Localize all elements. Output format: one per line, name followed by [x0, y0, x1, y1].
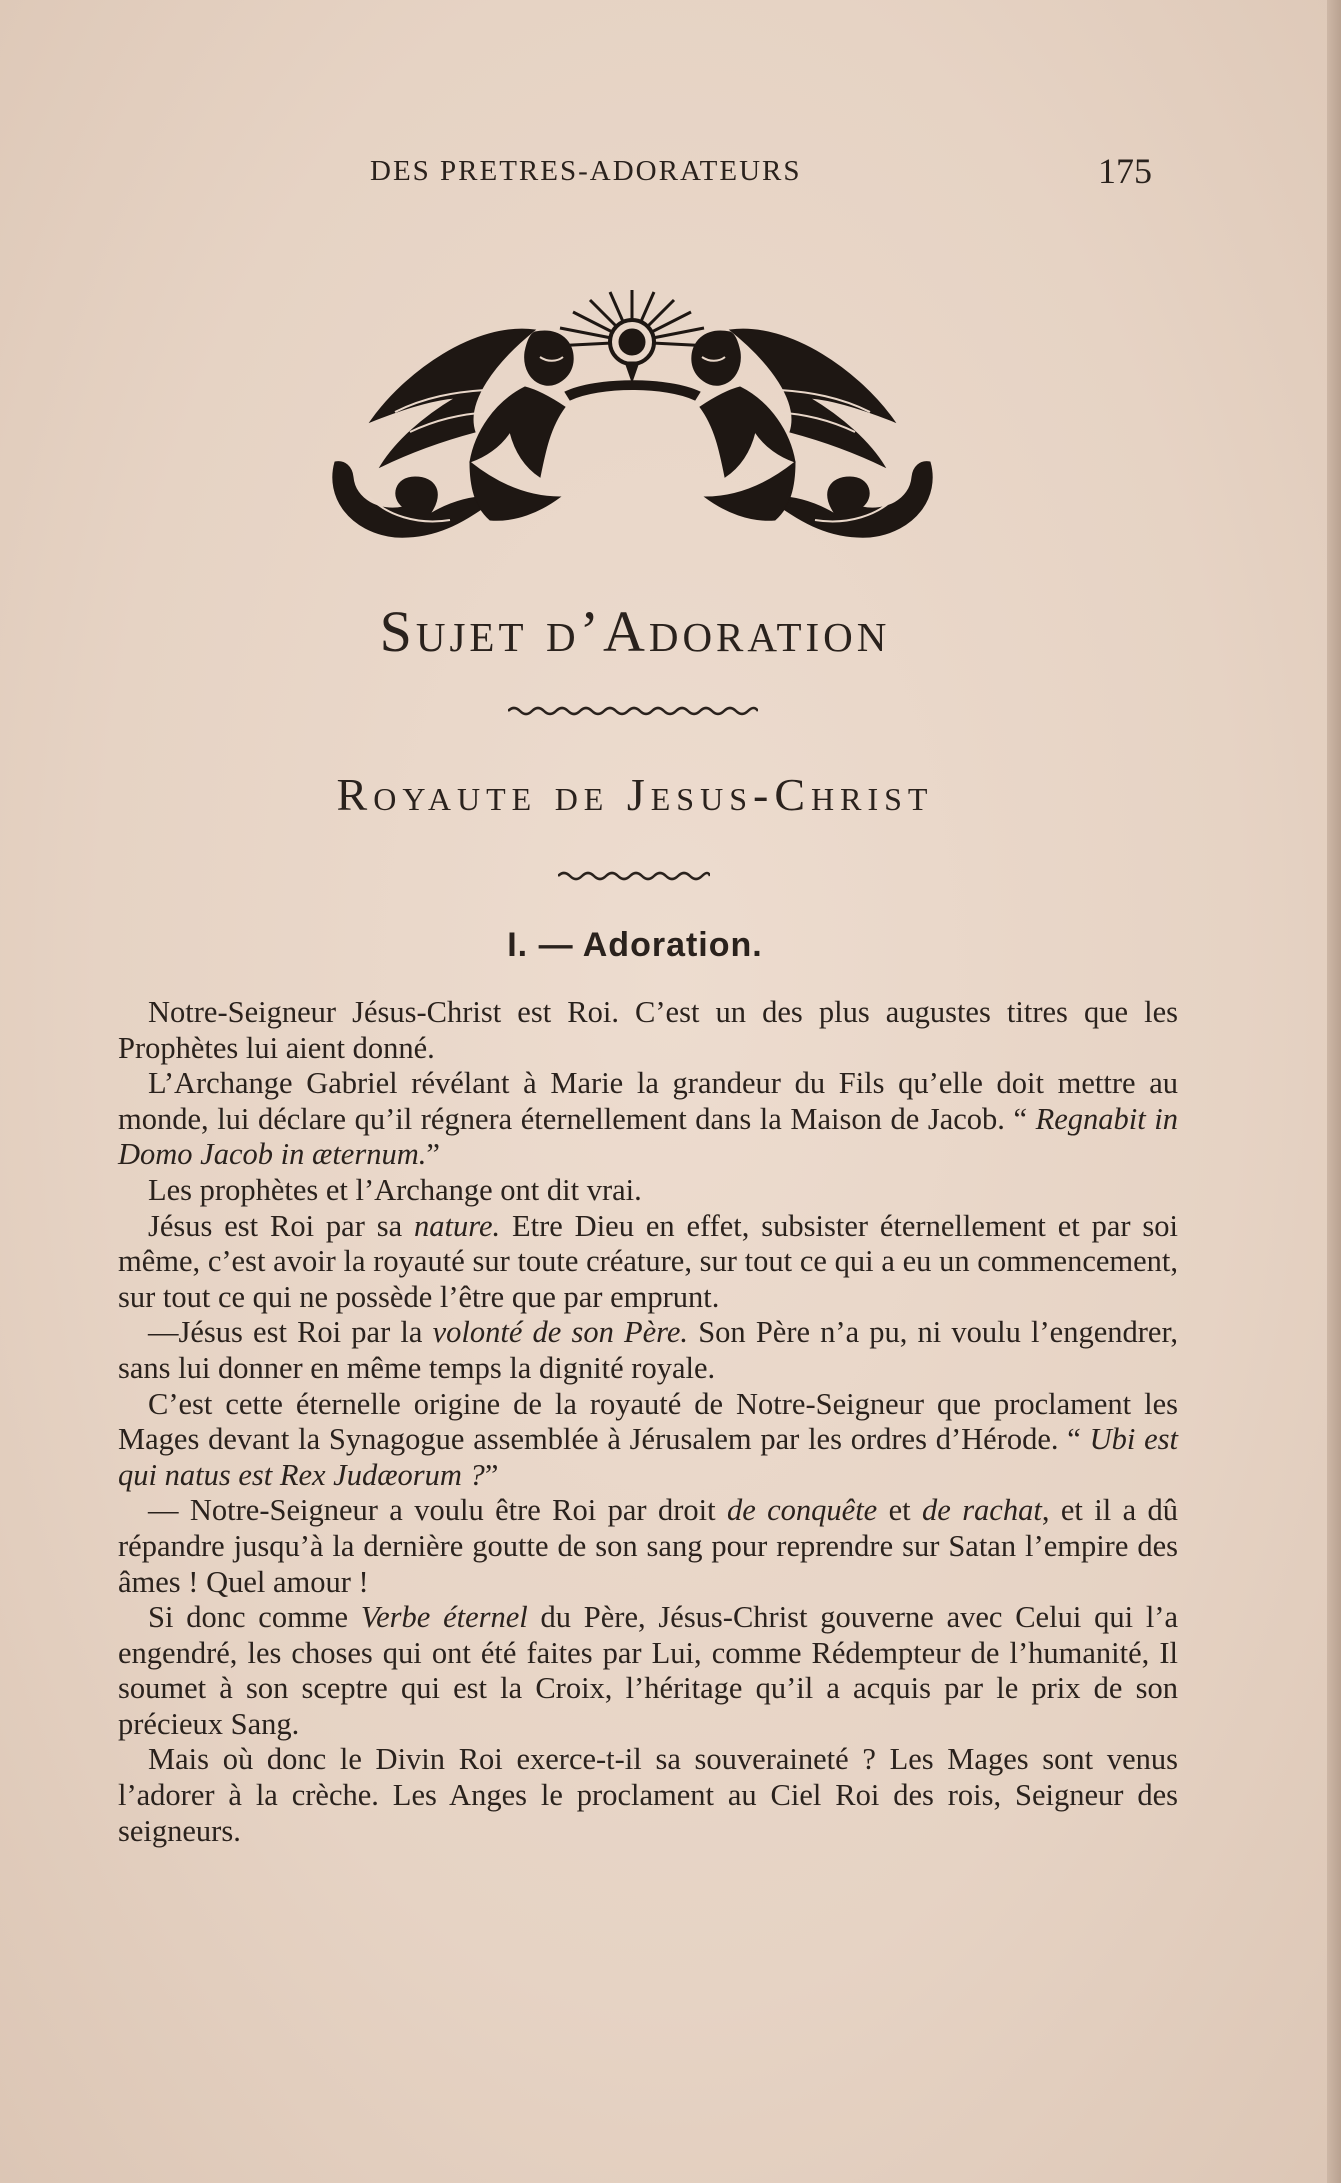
subject-title: Royaute de Jesus-Christ	[336, 769, 934, 820]
text-run: Mais où donc le Divin Roi exerce-t-il sa souveraineté ? Les Mages sont venus l’adorer à la crèche. Les Anges le proclament au Ciel Roi des rois, Seigneur des seigneurs.	[118, 1742, 1178, 1848]
body-paragraph	[118, 1742, 1178, 1849]
text-run: Son Père n’a pu, ni voulu l’engendrer, sans lui donner en même temps la dignité royale.	[118, 1315, 1179, 1385]
running-head: DES PRETRES-ADORATEURS	[370, 155, 802, 187]
italic-phrase: Ubi est qui natus est Rex Judæorum ?	[118, 1422, 1178, 1492]
section-title: Sujet d’Adoration	[379, 599, 891, 664]
text-run: ”	[484, 1457, 499, 1492]
text-run: Etre Dieu en effet, subsister éternellement et par soi même, c’est avoir la royauté sur toute créature, sur tout ce qui a eu un commencement, sur tout ce qui ne possède l’être que par emprunt.	[118, 1208, 1178, 1314]
italic-phrase: de rachat	[922, 1493, 1042, 1528]
text-run: — Notre-Seigneur a voulu être Roi par droit	[148, 1493, 727, 1528]
text-run: C’est cette éternelle origine de la royauté de Notre-Seigneur que proclament les Mages devant la Synagogue assemblée à Jérusalem par les ordres d’Hérode. “	[118, 1386, 1178, 1457]
text-run: L’Archange Gabriel révélant à Marie la grandeur du Fils qu’elle doit mettre au monde, lui déclare qu’il régnera éternellement dans la Maison de Jacob. “	[118, 1066, 1178, 1136]
page-number: 175	[1098, 151, 1152, 191]
body-paragraph	[118, 1173, 1178, 1209]
body-paragraph	[118, 1600, 1178, 1742]
italic-phrase: de conquête	[726, 1493, 878, 1528]
body-paragraph	[118, 1209, 1178, 1316]
text-run: Jésus est Roi par sa	[148, 1208, 415, 1243]
body-paragraph	[118, 1066, 1178, 1173]
body-paragraph	[118, 1387, 1178, 1494]
text-run: du Père, Jésus-Christ gouverne avec Celui qui l’a engendré, les choses qui ont été faites par Lui, comme Rédempteur de l’humanité, Il soumet à son sceptre qui est la Croix, l’héritage qu’il a acquis par le prix de son précieux Sang.	[118, 1600, 1178, 1741]
short-wavy-rule-ornament-icon	[558, 868, 710, 884]
text-run: Les prophètes et l’Archange ont dit vrai.	[148, 1172, 642, 1207]
body-paragraph	[118, 995, 1178, 1066]
section-heading: I. — Adoration.	[507, 926, 763, 964]
body-paragraph	[118, 1493, 1178, 1600]
text-run: Notre-Seigneur Jésus-Christ est Roi. C’est un des plus augustes titres que les Prophètes lui aient donné.	[118, 995, 1178, 1065]
italic-phrase: nature.	[414, 1208, 501, 1243]
text-run: —Jésus est Roi par la	[148, 1315, 433, 1350]
body-paragraph	[118, 1315, 1178, 1386]
angels-with-sun-vignette-icon	[325, 282, 940, 552]
italic-phrase: Regnabit in Domo Jacob in æternum.	[118, 1101, 1178, 1172]
wavy-rule-ornament-icon	[508, 702, 758, 720]
italic-phrase: Verbe éternel	[360, 1600, 528, 1635]
italic-phrase: volonté de son Père.	[432, 1315, 689, 1350]
text-run: ”	[426, 1137, 440, 1172]
text-run: , et il a dû répandre jusqu’à la dernière goutte de son sang pour reprendre sur Satan l’empire des âmes ! Quel amour !	[118, 1493, 1179, 1599]
text-run: et	[877, 1493, 923, 1528]
body-text	[118, 995, 1178, 1849]
text-run: Si donc comme	[148, 1600, 361, 1635]
page-edge	[1327, 0, 1341, 2183]
